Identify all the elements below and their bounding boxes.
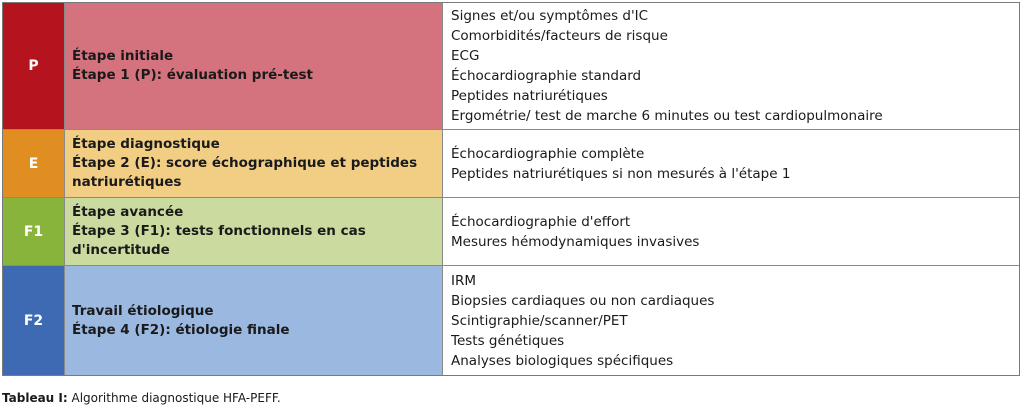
test-item: Analyses biologiques spécifiques <box>451 352 674 369</box>
stage-cell-e <box>65 130 443 197</box>
test-item: Biopsies cardiaques ou non cardiaques <box>451 292 715 309</box>
stage-cell-f1 <box>65 198 443 265</box>
stage-line: Travail étiologique <box>72 302 214 319</box>
tests-cell-p <box>443 3 1019 129</box>
table-row-e <box>3 130 1019 198</box>
table-row-f2 <box>3 266 1019 375</box>
stage-line: natriurétiques <box>72 174 182 190</box>
table-row-f1 <box>3 198 1019 266</box>
diagnostic-table <box>2 2 1020 376</box>
tests-cell-f1 <box>443 198 1019 265</box>
test-item: Signes et/ou symptômes d'IC <box>451 8 649 24</box>
test-item: Échocardiographie complète <box>451 145 645 162</box>
step-code-e: E <box>3 130 65 197</box>
stage-line: Étape 1 (P): évaluation pré-test <box>72 67 313 83</box>
table-caption <box>2 391 281 406</box>
test-item: Échocardiographie standard <box>451 68 642 84</box>
test-item: Comorbidités/facteurs de risque <box>451 28 668 44</box>
test-item: IRM <box>451 272 477 289</box>
stage-line: Étape avancée <box>72 204 184 220</box>
stage-line: Étape 2 (E): score échographique et peptides <box>72 155 418 171</box>
step-code-f2: F2 <box>3 266 65 375</box>
step-code-p: P <box>3 3 65 129</box>
stage-line: Étape 3 (F1): tests fonctionnels en cas <box>72 223 366 239</box>
tests-cell-f2 <box>443 266 1019 375</box>
stage-cell-p <box>65 3 443 129</box>
tests-cell-e <box>443 130 1019 197</box>
caption-label: Tableau I: <box>2 391 68 405</box>
caption-text: Algorithme diagnostique HFA-PEFF. <box>67 391 281 405</box>
stage-line: Étape diagnostique <box>72 136 220 152</box>
table-row-p <box>3 3 1019 130</box>
stage-line: Étape 4 (F2): étiologie finale <box>72 321 290 338</box>
test-item: Peptides natriurétiques <box>451 88 608 104</box>
test-item: Tests génétiques <box>451 332 565 349</box>
test-item: Peptides natriurétiques si non mesurés à l'étape 1 <box>451 165 791 182</box>
stage-line: Étape initiale <box>72 48 174 64</box>
test-item: ECG <box>451 48 480 64</box>
stage-line: d'incertitude <box>72 242 170 258</box>
test-item: Mesures hémodynamiques invasives <box>451 233 700 250</box>
step-code-f1: F1 <box>3 198 65 265</box>
stage-cell-f2 <box>65 266 443 375</box>
test-item: Scintigraphie/scanner/PET <box>451 312 628 329</box>
test-item: Ergométrie/ test de marche 6 minutes ou test cardiopulmonaire <box>451 108 883 124</box>
test-item: Échocardiographie d'effort <box>451 213 631 230</box>
